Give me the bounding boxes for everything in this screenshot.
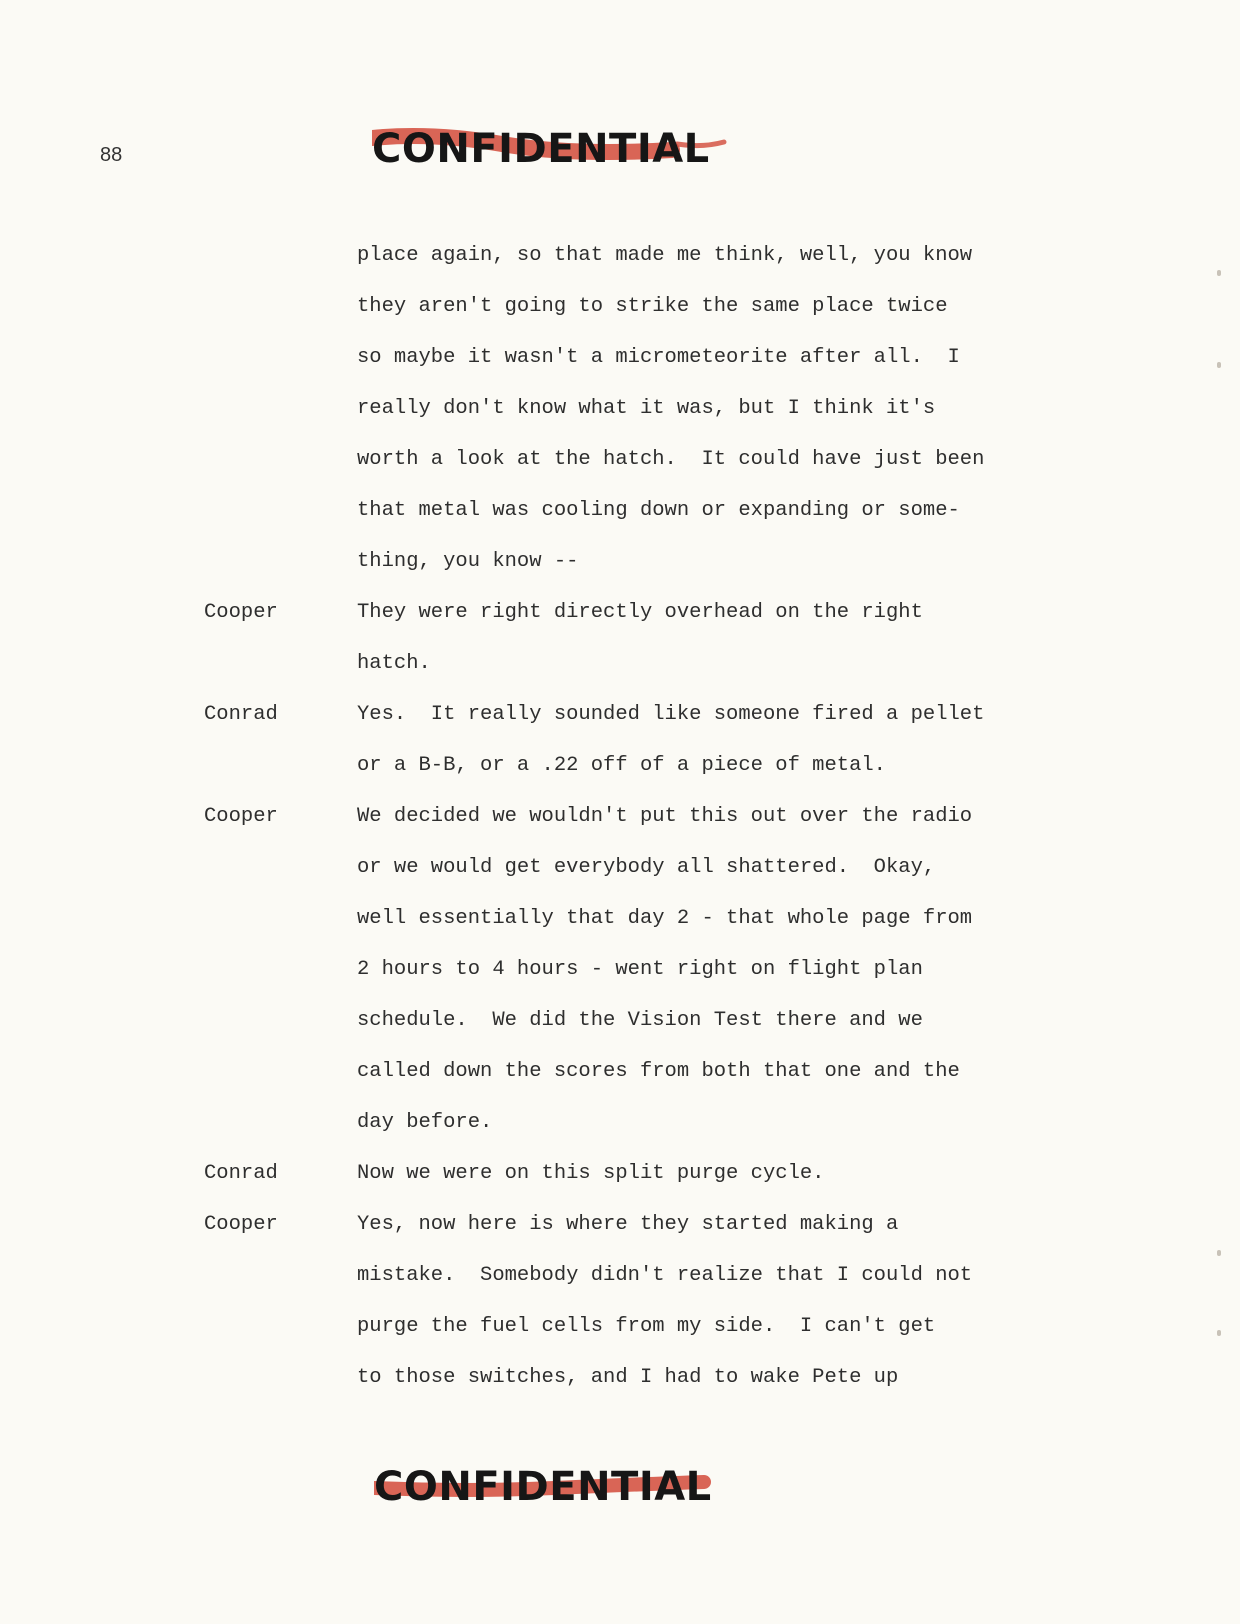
transcript-line bbox=[0, 395, 1240, 446]
transcript-line bbox=[0, 293, 1240, 344]
confidential-stamp-bottom bbox=[374, 1462, 754, 1512]
transcript-line bbox=[0, 1364, 1240, 1415]
binder-hole-mark-icon bbox=[1217, 1250, 1221, 1256]
speaker-name: Cooper bbox=[204, 1213, 278, 1236]
binder-hole-mark-icon bbox=[1217, 362, 1221, 368]
binder-hole-mark-icon bbox=[1217, 1330, 1221, 1336]
transcript-line bbox=[0, 242, 1240, 293]
dialogue-text: We decided we wouldn't put this out over the radio bbox=[357, 805, 973, 828]
page-number: 88 bbox=[100, 144, 123, 166]
transcript-line bbox=[0, 803, 1240, 854]
transcript-line bbox=[0, 701, 1240, 752]
binder-hole-mark-icon bbox=[1217, 270, 1221, 276]
speaker-name: Cooper bbox=[204, 805, 278, 828]
transcript-line bbox=[0, 1262, 1240, 1313]
speaker-name: Conrad bbox=[204, 703, 278, 726]
transcript-line bbox=[0, 752, 1240, 803]
dialogue-text: well essentially that day 2 - that whole page from bbox=[357, 907, 973, 930]
dialogue-text: schedule. We did the Vision Test there and we bbox=[357, 1009, 923, 1032]
transcript-line bbox=[0, 956, 1240, 1007]
transcript-line bbox=[0, 1160, 1240, 1211]
transcript-line bbox=[0, 1058, 1240, 1109]
dialogue-text: place again, so that made me think, well, you know bbox=[357, 244, 973, 267]
dialogue-text: or a B-B, or a .22 off of a piece of metal. bbox=[357, 754, 886, 777]
dialogue-text: hatch. bbox=[357, 652, 431, 675]
confidential-label-bottom: CONFIDENTIAL bbox=[374, 1464, 712, 1510]
transcript-line bbox=[0, 854, 1240, 905]
confidential-stamp-top bbox=[372, 124, 752, 174]
dialogue-text: purge the fuel cells from my side. I can't get bbox=[357, 1315, 936, 1338]
transcript-line bbox=[0, 548, 1240, 599]
dialogue-text: really don't know what it was, but I think it's bbox=[357, 397, 936, 420]
dialogue-text: day before. bbox=[357, 1111, 493, 1134]
dialogue-text: Yes, now here is where they started making a bbox=[357, 1213, 899, 1236]
dialogue-text: or we would get everybody all shattered. Okay, bbox=[357, 856, 936, 879]
dialogue-text: that metal was cooling down or expanding or some- bbox=[357, 499, 960, 522]
transcript-line bbox=[0, 497, 1240, 548]
dialogue-text: they aren't going to strike the same place twice bbox=[357, 295, 948, 318]
speaker-name: Conrad bbox=[204, 1162, 278, 1185]
speaker-name: Cooper bbox=[204, 601, 278, 624]
transcript-line bbox=[0, 650, 1240, 701]
dialogue-text: Now we were on this split purge cycle. bbox=[357, 1162, 825, 1185]
dialogue-text: thing, you know -- bbox=[357, 550, 579, 573]
dialogue-text: 2 hours to 4 hours - went right on flight plan bbox=[357, 958, 923, 981]
transcript-line bbox=[0, 446, 1240, 497]
dialogue-text: mistake. Somebody didn't realize that I could not bbox=[357, 1264, 973, 1287]
transcript-line bbox=[0, 1109, 1240, 1160]
dialogue-text: so maybe it wasn't a micrometeorite after all. I bbox=[357, 346, 960, 369]
confidential-label-top: CONFIDENTIAL bbox=[372, 126, 710, 172]
transcript-line bbox=[0, 1211, 1240, 1262]
dialogue-text: worth a look at the hatch. It could have just been bbox=[357, 448, 985, 471]
dialogue-text: called down the scores from both that one and the bbox=[357, 1060, 960, 1083]
transcript-line bbox=[0, 599, 1240, 650]
transcript-line bbox=[0, 344, 1240, 395]
dialogue-text: to those switches, and I had to wake Pete up bbox=[357, 1366, 899, 1389]
dialogue-text: They were right directly overhead on the right bbox=[357, 601, 923, 624]
transcript-line bbox=[0, 905, 1240, 956]
transcript-line bbox=[0, 1007, 1240, 1058]
dialogue-text: Yes. It really sounded like someone fired a pellet bbox=[357, 703, 985, 726]
transcript-line bbox=[0, 1313, 1240, 1364]
